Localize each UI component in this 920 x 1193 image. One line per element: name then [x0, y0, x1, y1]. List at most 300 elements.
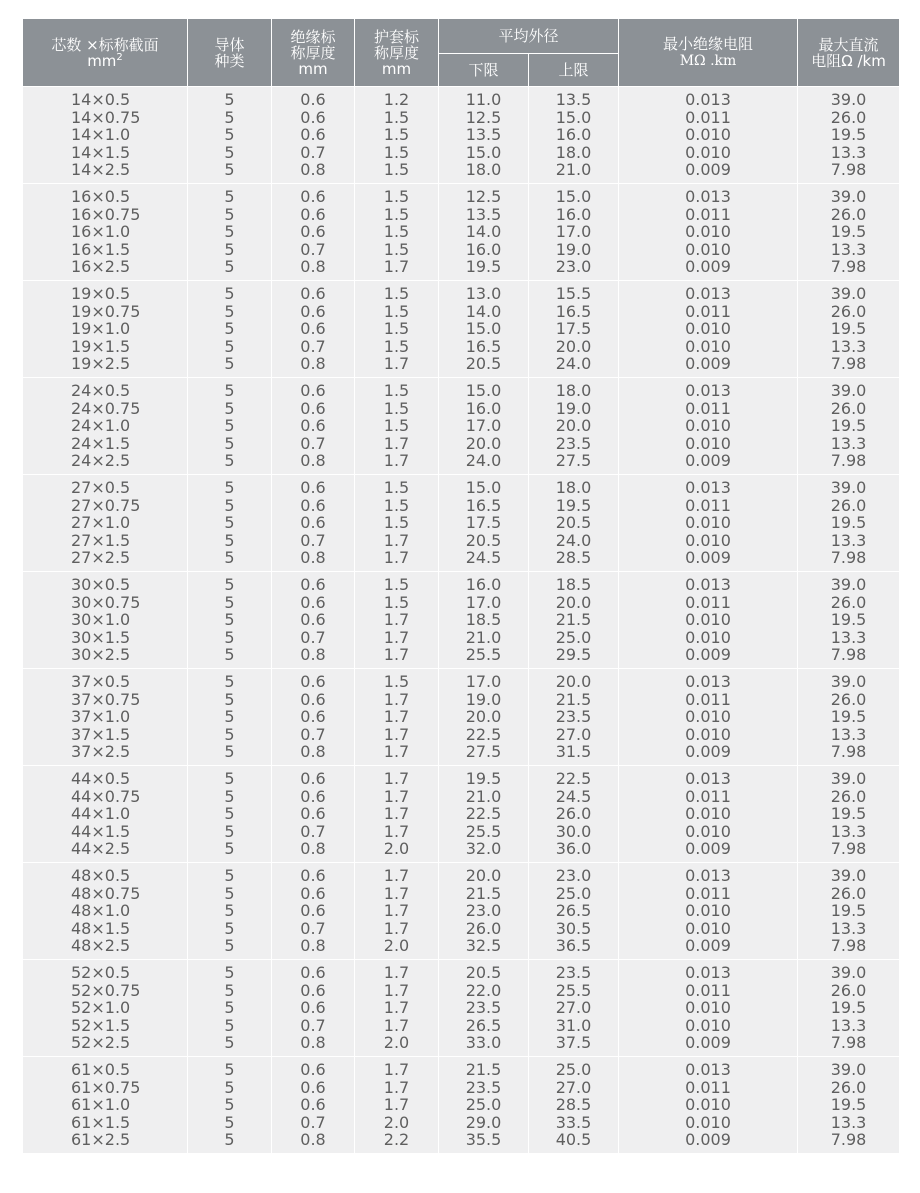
resistance-cell-value: 0.010	[685, 416, 731, 436]
spec-cell	[23, 184, 188, 281]
upper-cell	[529, 960, 619, 1057]
dc-cell	[798, 1057, 900, 1154]
header-sheath-line1: 护套标	[373, 27, 419, 46]
lower-cell-value: 16.0	[465, 239, 502, 259]
lower-cell-value: 14.0	[465, 222, 502, 242]
dc-cell-value: 26.0	[830, 883, 867, 903]
resistance-cell-value: 0.013	[685, 769, 731, 789]
dc-cell-value: 13.3	[830, 1015, 867, 1035]
resistance-cell-value: 0.010	[685, 998, 731, 1018]
lower-cell-value: 15.0	[465, 381, 502, 401]
header-spec-label: 芯数 ×标称截面	[51, 35, 159, 54]
resistance-cell	[619, 572, 798, 669]
insulation-cell-value: 0.8	[300, 1033, 326, 1053]
resistance-cell-value: 0.011	[685, 980, 731, 1000]
conductor-cell-value: 5	[224, 980, 235, 1000]
sheath-cell	[355, 475, 439, 572]
conductor-cell-value: 5	[224, 142, 235, 162]
upper-cell-value: 40.5	[555, 1130, 592, 1150]
dc-cell-value: 7.98	[830, 839, 867, 859]
conductor-cell-value: 5	[224, 284, 235, 304]
conductor-cell-value: 5	[224, 398, 235, 418]
lower-cell-value: 20.5	[465, 963, 502, 983]
sheath-cell-value: 1.5	[383, 381, 410, 401]
conductor-cell-value: 5	[224, 530, 235, 550]
dc-cell-value: 26.0	[830, 107, 867, 127]
lower-cell	[439, 572, 529, 669]
insulation-cell-value: 0.6	[300, 398, 326, 418]
spec-cell-value: 27×0.5	[71, 478, 131, 498]
header-insulation	[272, 19, 355, 87]
header-sheath	[355, 19, 439, 87]
spec-cell-value: 44×0.5	[71, 769, 131, 789]
conductor-cell-value: 5	[224, 866, 235, 886]
insulation-cell-value: 0.6	[300, 592, 326, 612]
upper-cell-value: 16.0	[555, 204, 592, 224]
resistance-cell-value: 0.009	[685, 451, 731, 471]
spec-cell-value: 52×0.75	[71, 980, 141, 1000]
insulation-cell-value: 0.6	[300, 689, 326, 709]
lower-cell-value: 24.0	[465, 451, 502, 471]
lower-cell	[439, 766, 529, 863]
resistance-cell	[619, 281, 798, 378]
lower-cell-value: 23.0	[465, 901, 502, 921]
conductor-cell-value: 5	[224, 742, 235, 762]
sheath-cell-value: 1.7	[383, 883, 410, 903]
conductor-cell	[188, 87, 272, 184]
resistance-cell-value: 0.009	[685, 936, 731, 956]
lower-cell-value: 25.5	[465, 821, 502, 841]
lower-cell-value: 20.0	[465, 866, 502, 886]
upper-cell	[529, 378, 619, 475]
lower-cell-value: 13.5	[465, 204, 502, 224]
conductor-cell-value: 5	[224, 592, 235, 612]
conductor-cell-value: 5	[224, 257, 235, 277]
insulation-cell-value: 0.6	[300, 416, 326, 436]
dc-cell-value: 39.0	[830, 866, 867, 886]
sheath-cell-value: 1.7	[383, 742, 410, 762]
dc-cell-value: 26.0	[830, 301, 867, 321]
resistance-cell-value: 0.013	[685, 963, 731, 983]
dc-cell-value: 19.5	[830, 610, 867, 630]
conductor-cell-value: 5	[224, 575, 235, 595]
lower-cell-value: 22.0	[465, 980, 502, 1000]
header-conductor-line2: 种类	[214, 51, 245, 70]
conductor-cell-value: 5	[224, 672, 235, 692]
header-dc-resistance	[798, 19, 900, 87]
conductor-cell-value: 5	[224, 998, 235, 1018]
insulation-cell	[272, 475, 355, 572]
dc-cell	[798, 281, 900, 378]
insulation-cell-value: 0.6	[300, 204, 326, 224]
upper-cell-value: 27.0	[555, 1077, 592, 1097]
upper-cell-value: 24.0	[555, 354, 592, 374]
spec-cell-value: 48×1.0	[71, 901, 131, 921]
conductor-cell-value: 5	[224, 513, 235, 533]
upper-cell-value: 19.0	[555, 398, 592, 418]
dc-cell-value: 13.3	[830, 142, 867, 162]
conductor-cell-value: 5	[224, 724, 235, 744]
insulation-cell-value: 0.6	[300, 319, 326, 339]
upper-cell-value: 23.5	[555, 963, 592, 983]
dc-cell-value: 39.0	[830, 381, 867, 401]
upper-cell-value: 37.5	[555, 1033, 592, 1053]
lower-cell-value: 19.5	[465, 769, 502, 789]
dc-cell-value: 7.98	[830, 160, 867, 180]
insulation-cell-value: 0.8	[300, 451, 326, 471]
sheath-cell	[355, 184, 439, 281]
spec-cell-value: 14×0.75	[71, 107, 141, 127]
table-header	[23, 19, 900, 87]
spec-cell-value: 48×1.5	[71, 918, 131, 938]
spec-cell-value: 48×0.5	[71, 866, 131, 886]
dc-cell-value: 7.98	[830, 257, 867, 277]
header-resistance-label: 最小绝缘电阻	[663, 35, 754, 53]
spec-cell-value: 27×2.5	[71, 548, 131, 568]
upper-cell-value: 21.0	[555, 160, 592, 180]
sheath-cell-value: 2.0	[383, 839, 410, 859]
lower-cell-value: 20.0	[465, 707, 502, 727]
spec-cell	[23, 1057, 188, 1154]
header-diameter-upper: 上限	[529, 54, 619, 87]
sheath-cell-value: 1.7	[383, 821, 410, 841]
conductor-cell-value: 5	[224, 1015, 235, 1035]
spec-cell-value: 14×2.5	[71, 160, 131, 180]
conductor-cell	[188, 960, 272, 1057]
dc-cell-value: 26.0	[830, 204, 867, 224]
header-dc-line2: 电阻Ω /km	[811, 51, 886, 70]
dc-cell-value: 13.3	[830, 724, 867, 744]
lower-cell-value: 33.0	[465, 1033, 502, 1053]
conductor-cell-value: 5	[224, 336, 235, 356]
lower-cell-value: 26.5	[465, 1015, 502, 1035]
spec-cell-value: 16×0.5	[71, 187, 131, 207]
spec-cell-value: 16×0.75	[71, 204, 141, 224]
table-row	[23, 475, 900, 572]
conductor-cell	[188, 1057, 272, 1154]
upper-cell	[529, 572, 619, 669]
upper-cell-value: 16.5	[555, 301, 592, 321]
insulation-cell-value: 0.6	[300, 301, 326, 321]
upper-cell-value: 19.5	[555, 495, 592, 515]
resistance-cell-value: 0.009	[685, 354, 731, 374]
insulation-cell-value: 0.8	[300, 839, 326, 859]
dc-cell-value: 13.3	[830, 821, 867, 841]
resistance-cell-value: 0.011	[685, 495, 731, 515]
upper-cell-value: 23.5	[555, 707, 592, 727]
dc-cell-value: 19.5	[830, 319, 867, 339]
sheath-cell-value: 1.5	[383, 204, 410, 224]
sheath-cell-value: 1.5	[383, 301, 410, 321]
conductor-cell-value: 5	[224, 222, 235, 242]
dc-cell	[798, 87, 900, 184]
spec-cell	[23, 863, 188, 960]
sheath-cell-value: 1.7	[383, 769, 410, 789]
insulation-cell-value: 0.6	[300, 1060, 326, 1080]
sheath-cell-value: 2.0	[383, 1112, 410, 1132]
resistance-cell-value: 0.009	[685, 1130, 731, 1150]
upper-cell-value: 33.5	[555, 1112, 592, 1132]
insulation-cell-value: 0.6	[300, 125, 326, 145]
dc-cell-value: 39.0	[830, 1060, 867, 1080]
sheath-cell-value: 1.7	[383, 645, 410, 665]
insulation-cell-value: 0.7	[300, 627, 326, 647]
dc-cell-value: 19.5	[830, 707, 867, 727]
lower-cell	[439, 1057, 529, 1154]
conductor-cell-value: 5	[224, 187, 235, 207]
header-insulation-unit: mm	[298, 59, 328, 78]
spec-cell-value: 16×1.0	[71, 222, 131, 242]
upper-cell-value: 21.5	[555, 689, 592, 709]
insulation-cell-value: 0.7	[300, 142, 326, 162]
lower-cell	[439, 281, 529, 378]
conductor-cell	[188, 863, 272, 960]
lower-cell-value: 21.5	[465, 1060, 502, 1080]
sheath-cell-value: 1.7	[383, 451, 410, 471]
sheath-cell-value: 1.7	[383, 901, 410, 921]
insulation-cell	[272, 766, 355, 863]
dc-cell-value: 13.3	[830, 239, 867, 259]
lower-cell-value: 21.0	[465, 627, 502, 647]
lower-cell	[439, 863, 529, 960]
dc-cell-value: 7.98	[830, 548, 867, 568]
spec-cell	[23, 475, 188, 572]
dc-cell-value: 19.5	[830, 513, 867, 533]
upper-cell-value: 15.0	[555, 187, 592, 207]
resistance-cell-value: 0.010	[685, 336, 731, 356]
sheath-cell-value: 2.0	[383, 936, 410, 956]
sheath-cell-value: 1.5	[383, 187, 410, 207]
conductor-cell-value: 5	[224, 1112, 235, 1132]
spec-cell-value: 37×1.5	[71, 724, 131, 744]
table-row	[23, 766, 900, 863]
sheath-cell-value: 1.5	[383, 319, 410, 339]
sheath-cell	[355, 960, 439, 1057]
upper-cell-value: 16.0	[555, 125, 592, 145]
insulation-cell-value: 0.6	[300, 866, 326, 886]
upper-cell-value: 19.0	[555, 239, 592, 259]
conductor-cell-value: 5	[224, 610, 235, 630]
sheath-cell-value: 1.7	[383, 724, 410, 744]
upper-cell-value: 18.0	[555, 381, 592, 401]
sheath-cell-value: 1.7	[383, 257, 410, 277]
sheath-cell-value: 1.7	[383, 1095, 410, 1115]
sheath-cell-value: 2.0	[383, 1033, 410, 1053]
resistance-cell-value: 0.009	[685, 742, 731, 762]
upper-cell-value: 20.0	[555, 672, 592, 692]
resistance-cell-value: 0.010	[685, 319, 731, 339]
resistance-cell	[619, 863, 798, 960]
sheath-cell-value: 1.5	[383, 398, 410, 418]
upper-cell-value: 25.0	[555, 883, 592, 903]
resistance-cell	[619, 669, 798, 766]
insulation-cell-value: 0.6	[300, 381, 326, 401]
resistance-cell-value: 0.011	[685, 689, 731, 709]
upper-cell-value: 15.0	[555, 107, 592, 127]
conductor-cell-value: 5	[224, 381, 235, 401]
dc-cell-value: 26.0	[830, 592, 867, 612]
sheath-cell-value: 1.7	[383, 689, 410, 709]
upper-cell	[529, 1057, 619, 1154]
dc-cell-value: 13.3	[830, 1112, 867, 1132]
lower-cell-value: 35.5	[465, 1130, 502, 1150]
conductor-cell-value: 5	[224, 839, 235, 859]
cable-spec-table	[22, 18, 900, 1154]
spec-cell-value: 30×2.5	[71, 645, 131, 665]
upper-cell-value: 27.5	[555, 451, 592, 471]
sheath-cell-value: 1.7	[383, 980, 410, 1000]
upper-cell-value: 17.0	[555, 222, 592, 242]
lower-cell	[439, 184, 529, 281]
dc-cell-value: 39.0	[830, 478, 867, 498]
conductor-cell	[188, 572, 272, 669]
resistance-cell-value: 0.010	[685, 125, 731, 145]
conductor-cell	[188, 669, 272, 766]
lower-cell	[439, 378, 529, 475]
conductor-cell-value: 5	[224, 204, 235, 224]
resistance-cell-value: 0.010	[685, 901, 731, 921]
resistance-cell-value: 0.009	[685, 160, 731, 180]
lower-cell-value: 14.0	[465, 301, 502, 321]
insulation-cell-value: 0.6	[300, 769, 326, 789]
dc-cell-value: 39.0	[830, 284, 867, 304]
conductor-cell-value: 5	[224, 821, 235, 841]
dc-cell-value: 19.5	[830, 222, 867, 242]
spec-cell-value: 19×0.75	[71, 301, 141, 321]
lower-cell-value: 20.0	[465, 433, 502, 453]
dc-cell-value: 13.3	[830, 627, 867, 647]
lower-cell	[439, 960, 529, 1057]
spec-cell-value: 19×0.5	[71, 284, 131, 304]
dc-cell	[798, 766, 900, 863]
conductor-cell-value: 5	[224, 301, 235, 321]
insulation-cell-value: 0.8	[300, 1130, 326, 1150]
sheath-cell-value: 1.7	[383, 530, 410, 550]
conductor-cell	[188, 766, 272, 863]
dc-cell-value: 26.0	[830, 786, 867, 806]
spec-cell-value: 48×2.5	[71, 936, 131, 956]
resistance-cell-value: 0.013	[685, 478, 731, 498]
spec-cell-value: 44×0.75	[71, 786, 141, 806]
resistance-cell-value: 0.010	[685, 513, 731, 533]
spec-cell-value: 24×1.0	[71, 416, 131, 436]
header-insulation-line1: 绝缘标	[290, 27, 336, 46]
upper-cell-value: 30.0	[555, 821, 592, 841]
resistance-cell-value: 0.010	[685, 1112, 731, 1132]
conductor-cell-value: 5	[224, 901, 235, 921]
spec-cell-value: 37×0.75	[71, 689, 141, 709]
spec-cell-value: 61×1.5	[71, 1112, 131, 1132]
upper-cell-value: 24.0	[555, 530, 592, 550]
upper-cell-value: 20.5	[555, 513, 592, 533]
lower-cell-value: 17.0	[465, 672, 502, 692]
sheath-cell-value: 1.5	[383, 125, 410, 145]
spec-cell-value: 44×2.5	[71, 839, 131, 859]
insulation-cell-value: 0.6	[300, 495, 326, 515]
spec-cell	[23, 87, 188, 184]
upper-cell-value: 26.0	[555, 804, 592, 824]
spec-cell-value: 27×0.75	[71, 495, 141, 515]
dc-cell-value: 19.5	[830, 125, 867, 145]
spec-cell-value: 24×0.75	[71, 398, 141, 418]
conductor-cell-value: 5	[224, 478, 235, 498]
upper-cell-value: 25.5	[555, 980, 592, 1000]
resistance-cell-value: 0.009	[685, 645, 731, 665]
dc-cell-value: 26.0	[830, 398, 867, 418]
insulation-cell-value: 0.7	[300, 918, 326, 938]
conductor-cell-value: 5	[224, 707, 235, 727]
insulation-cell-value: 0.6	[300, 478, 326, 498]
insulation-cell	[272, 669, 355, 766]
spec-cell-value: 44×1.0	[71, 804, 131, 824]
resistance-cell	[619, 378, 798, 475]
resistance-cell	[619, 960, 798, 1057]
header-sheath-unit: mm	[381, 59, 412, 78]
upper-cell-value: 23.0	[555, 866, 592, 886]
dc-cell-value: 7.98	[830, 451, 867, 471]
lower-cell	[439, 669, 529, 766]
resistance-cell-value: 0.013	[685, 575, 731, 595]
insulation-cell-value: 0.7	[300, 1112, 326, 1132]
insulation-cell-value: 0.7	[300, 530, 326, 550]
lower-cell	[439, 475, 529, 572]
sheath-cell-value: 1.5	[383, 416, 410, 436]
conductor-cell-value: 5	[224, 90, 235, 110]
spec-cell-value: 52×1.5	[71, 1015, 131, 1035]
resistance-cell-value: 0.011	[685, 786, 731, 806]
lower-cell-value: 15.0	[465, 319, 502, 339]
dc-cell-value: 39.0	[830, 963, 867, 983]
spec-cell-value: 19×2.5	[71, 354, 131, 374]
dc-cell-value: 7.98	[830, 936, 867, 956]
sheath-cell	[355, 669, 439, 766]
spec-cell-value: 16×2.5	[71, 257, 131, 277]
conductor-cell-value: 5	[224, 1077, 235, 1097]
conductor-cell-value: 5	[224, 804, 235, 824]
lower-cell-value: 13.5	[465, 125, 502, 145]
table-row	[23, 572, 900, 669]
resistance-cell-value: 0.013	[685, 1060, 731, 1080]
conductor-cell	[188, 475, 272, 572]
insulation-cell-value: 0.8	[300, 645, 326, 665]
table-row	[23, 184, 900, 281]
dc-cell-value: 26.0	[830, 689, 867, 709]
sheath-cell-value: 1.5	[383, 160, 410, 180]
resistance-cell-value: 0.011	[685, 883, 731, 903]
lower-cell-value: 17.5	[465, 513, 502, 533]
insulation-cell-value: 0.8	[300, 160, 326, 180]
resistance-cell-value: 0.010	[685, 1095, 731, 1115]
dc-cell-value: 7.98	[830, 1130, 867, 1150]
sheath-cell-value: 1.7	[383, 354, 410, 374]
dc-cell-value: 39.0	[830, 769, 867, 789]
sheath-cell-value: 1.5	[383, 142, 410, 162]
lower-cell-value: 12.5	[465, 187, 502, 207]
upper-cell-value: 23.5	[555, 433, 592, 453]
header-spec	[23, 19, 188, 87]
spec-cell-value: 30×1.5	[71, 627, 131, 647]
conductor-cell-value: 5	[224, 416, 235, 436]
conductor-cell-value: 5	[224, 689, 235, 709]
insulation-cell-value: 0.6	[300, 998, 326, 1018]
lower-cell-value: 17.0	[465, 592, 502, 612]
conductor-cell-value: 5	[224, 769, 235, 789]
lower-cell-value: 16.0	[465, 398, 502, 418]
resistance-cell	[619, 766, 798, 863]
dc-cell-value: 13.3	[830, 336, 867, 356]
upper-cell-value: 20.0	[555, 416, 592, 436]
spec-cell	[23, 572, 188, 669]
